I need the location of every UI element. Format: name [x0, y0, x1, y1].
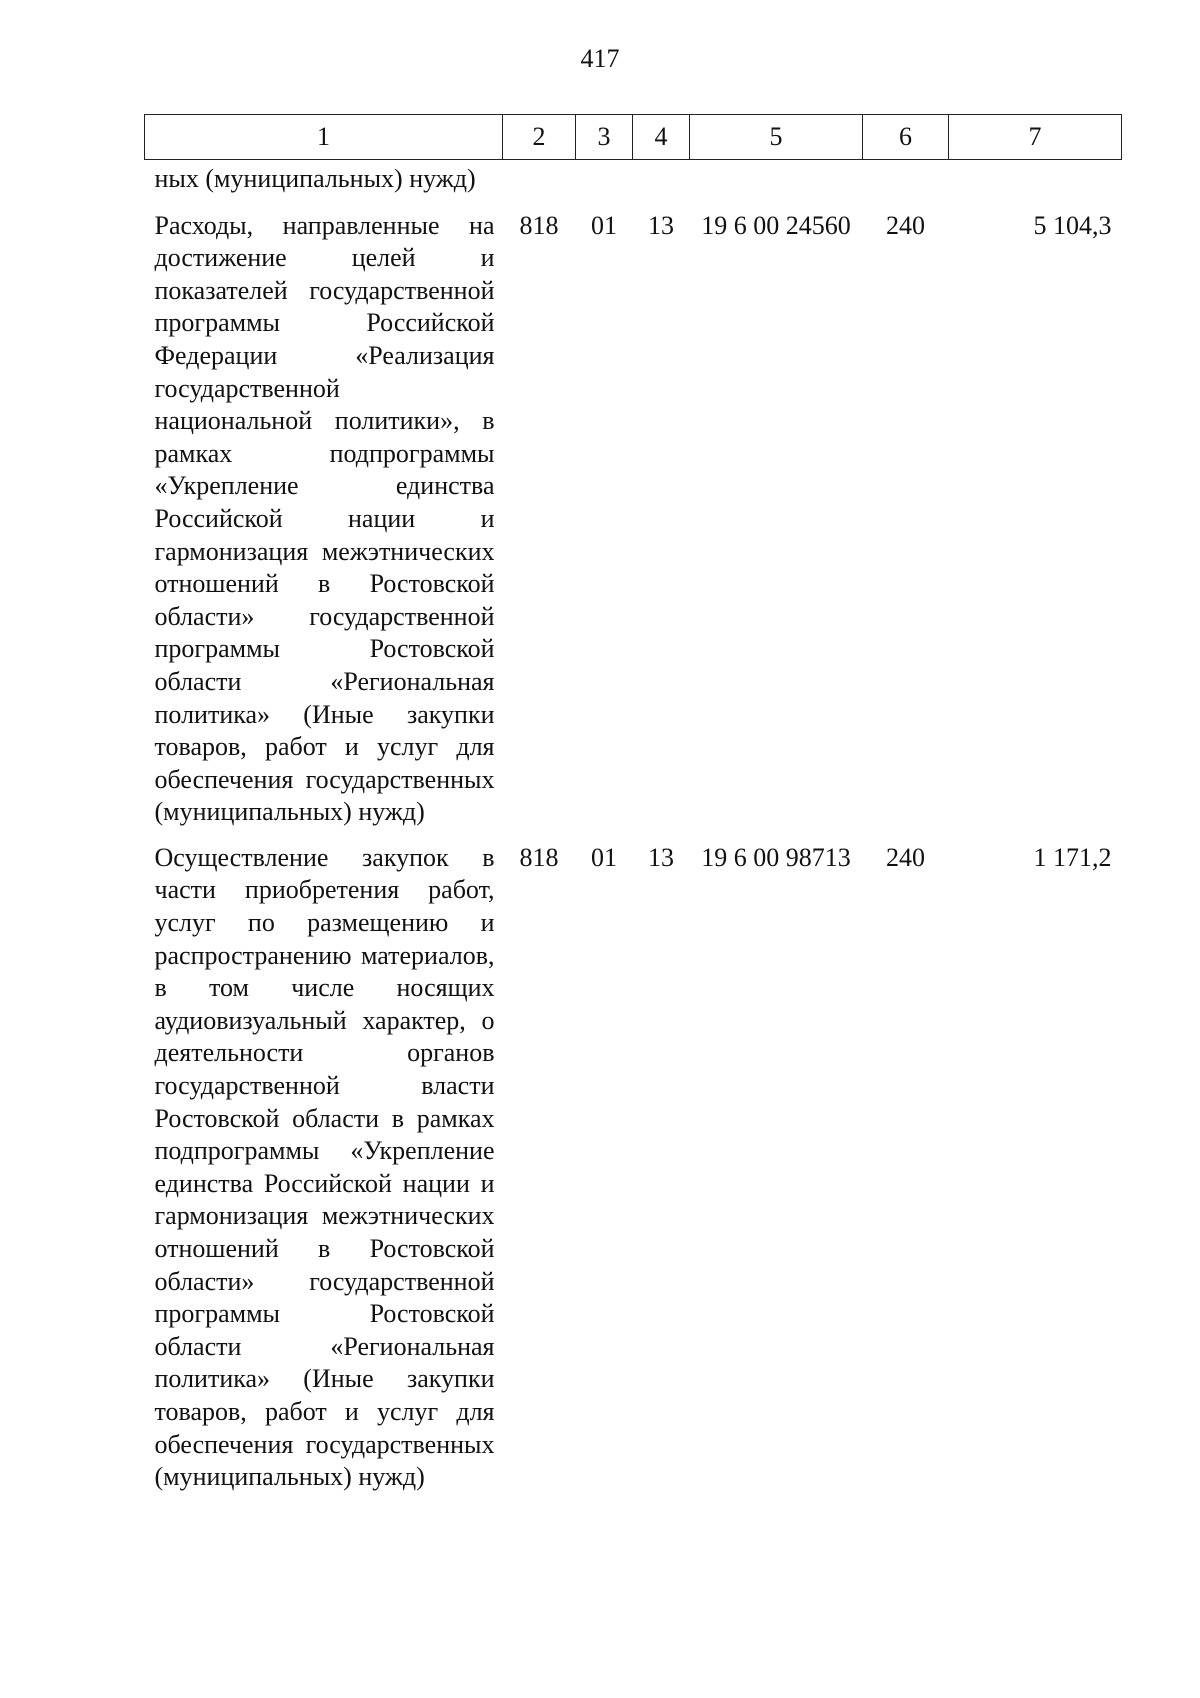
row-ministry-code — [503, 160, 576, 196]
row-section-code — [576, 160, 633, 196]
row-section-code: 01 — [591, 842, 617, 872]
row-subsection-code — [633, 160, 690, 196]
row-amount: 5 104,3 — [1033, 210, 1112, 240]
row-target-article: 19 6 00 24560 — [701, 210, 851, 240]
header-cell-5: 5 — [690, 115, 863, 160]
row-subsection-code: 13 — [648, 210, 674, 240]
header-cell-4: 4 — [633, 115, 690, 160]
header-cell-6: 6 — [863, 115, 949, 160]
row-description: ных (муниципальных) нужд) — [154, 164, 476, 193]
row-amount: 1 171,2 — [1033, 842, 1112, 872]
row-target-article — [690, 160, 863, 196]
row-expense-type: 240 — [886, 210, 925, 240]
row-subsection-code: 13 — [648, 842, 674, 872]
row-ministry-code: 818 — [519, 210, 559, 240]
row-description: Расходы, направленные на достижение целей и показателей государственной программы Российской Федерации «Реализация государственной национальной политики», в рамках подпрограммы «Укрепление единства Российской нации и гармонизация межэтнических отношений в Ростовской области» государственной программы Ростовской области «Региональная политика» (Иные закупки товаров, работ и услуг для обеспечения государственных (муниципальных) нужд) — [154, 210, 495, 827]
table-row — [145, 160, 1122, 196]
page-number: 417 — [580, 44, 620, 73]
row-section-code: 01 — [591, 210, 617, 240]
header-cell-2: 2 — [503, 115, 576, 160]
row-target-article: 19 6 00 98713 — [701, 842, 851, 872]
header-cell-7: 7 — [949, 115, 1122, 160]
row-expense-type — [863, 160, 949, 196]
row-expense-type: 240 — [886, 842, 925, 872]
table-row — [145, 829, 1122, 1494]
budget-table — [144, 114, 1122, 1494]
header-row — [145, 115, 1122, 160]
row-amount — [949, 160, 1122, 196]
table-row — [145, 196, 1122, 829]
header-cell-3: 3 — [576, 115, 633, 160]
header-cell-1: 1 — [145, 115, 503, 160]
row-ministry-code: 818 — [519, 842, 559, 872]
row-description: Осуществление закупок в части приобретения работ, услуг по размещению и распространению материалов, в том числе носящих аудиовизуальный характер, о деятельности органов государственной власти Ростовской области в рамках подпрограммы «Укрепление единства Российской нации и гармонизация межэтнических отношений в Ростовской области» государственной программы Ростовской области «Региональная политика» (Иные закупки товаров, работ и услуг для обеспечения государственных (муниципальных) нужд) — [154, 842, 495, 1492]
